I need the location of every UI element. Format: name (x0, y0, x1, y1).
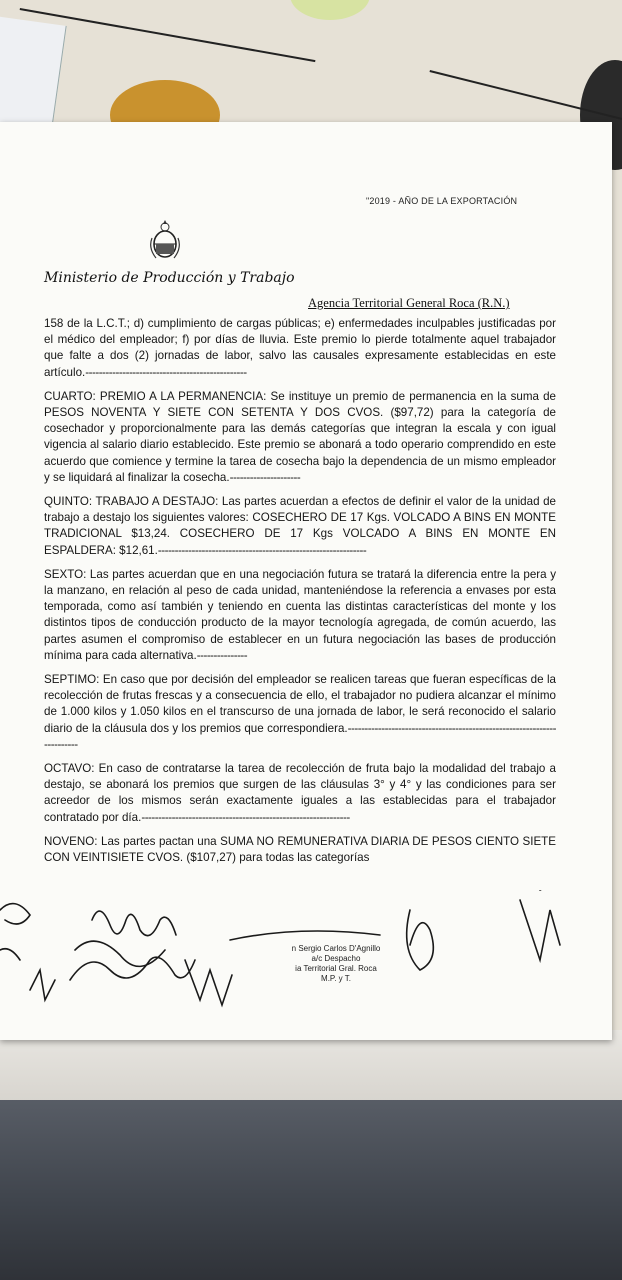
paragraph-dashes: --------------- (196, 648, 248, 662)
paragraph-dashes: ------------------------------------------------ (85, 365, 247, 379)
paragraph-noveno (44, 834, 556, 866)
ministry-title: Ministerio de Producción y Trabajo (44, 270, 295, 286)
paragraph-text: SEPTIMO: En caso que por decisión del empleador se realicen tareas que fueran específicas de la recolección de frutas frescas y a consecuencia de ello, el trabajador no pudiera alcanzar el mínimo de 1.000 kilos y 1.050 kilos en el transcurso de una jornada de labor, le será reconocido el salario diario de la cláusula dos y los premios que correspondiera. (44, 673, 556, 735)
paragraph-quinto (44, 494, 556, 559)
paragraph-dashes: -------------------------------------------------------------- (157, 543, 367, 557)
stamp-line: n Sergio Carlos D'Agnillo (291, 944, 381, 953)
paragraph-text: 158 de la L.C.T.; d) cumplimiento de cargas públicas; e) enfermedades inculpables justificadas por el médico del empleador; f) por días de lluvia. Este premio lo pierde totalmente aquel trabajador que falte a dos (2) jornadas de labor, salvo las causales expresamente establecidas en este artículo. (44, 317, 556, 379)
document-body (44, 316, 556, 874)
background-dot (290, 0, 370, 20)
paragraph-text: SEXTO: Las partes acuerdan que en una negociación futura se tratará la diferencia entre la pera y la manzano, en relación al peso de cada unidad, manteniéndose la referencia a envases por esta temporada, como así también y teniendo en cuenta las distintas características del monte y los distintos tipos de conducción producto de la mayor tecnología agregada, de común acuerdo, las partes asumen el compromiso de establecer en un futura negociación las bases de producción mínima para cada alternativa. (44, 567, 556, 662)
paragraph-sexto (44, 567, 556, 664)
agency-title: Agencia Territorial General Roca (R.N.) (308, 296, 510, 310)
official-stamp (276, 944, 396, 984)
floor-background (0, 1090, 622, 1280)
paragraph-continuation (44, 316, 556, 381)
paragraph-dashes: ------------------------------------------------------------------------ (44, 721, 556, 751)
year-header: "2019 - AÑO DE LA EXPORTACIÓN (366, 196, 518, 206)
paragraph-septimo (44, 672, 556, 753)
paragraph-cuarto (44, 389, 556, 486)
paragraph-dashes: -------------------------------------------------------------- (141, 810, 350, 824)
paragraph-text: OCTAVO: En caso de contratarse la tarea de recolección de fruta bajo la modalidad del trabajo a destajo, se abonará los premios que surgen de las cláusulas 3° y 4° y las condiciones para ser acreedor de los mismos serán exactamente iguales a las establecidas para el trabajador contratado por día. (44, 762, 556, 824)
stamp-line: M.P. y T. (321, 974, 351, 983)
paragraph-text: NOVENO: Las partes pactan una SUMA NO REMUNERATIVA DIARIA DE PESOS CIENTO SIETE CON VEINTISIETE CVOS. ($107,27) para todas las categorías (44, 834, 556, 865)
paragraph-dashes: --------------------- (229, 470, 301, 484)
paragraph-text: QUINTO: TRABAJO A DESTAJO: Las partes acuerdan a efectos de definir el valor de la unidad de trabajo a destajo los siguientes valores: COSECHERO DE 17 Kgs. VOLCADO A BINS EN MONTE TRADICIONAL $13,24. COSECHERO DE 17 Kgs VOLCADO A BINS EN MONTE EN ESPALDERA: $12,61. (44, 495, 556, 557)
national-seal-icon (148, 218, 182, 262)
paragraph-octavo (44, 761, 556, 826)
stamp-line: ia Territorial Gral. Roca (295, 964, 377, 973)
paper-underlay (0, 1030, 622, 1100)
paragraph-text: CUARTO: PREMIO A LA PERMANENCIA: Se instituye un premio de permanencia en la suma de PESOS NOVENTA Y SIETE CON SETENTA Y DOS CVOS. ($97,72) para la categoría de cosechador y proporcionalmente para las demás categorías que integran la escala y con igual vigencia al salario diario establecido. Este premio se abonará a todo operario comprendido en este acuerdo que comience y termine la tarea de cosecha bajo la dependencia de un mismo empleador y se liquidará al finalizar la cosecha. (44, 389, 556, 484)
stamp-line: a/c Despacho (311, 954, 361, 963)
